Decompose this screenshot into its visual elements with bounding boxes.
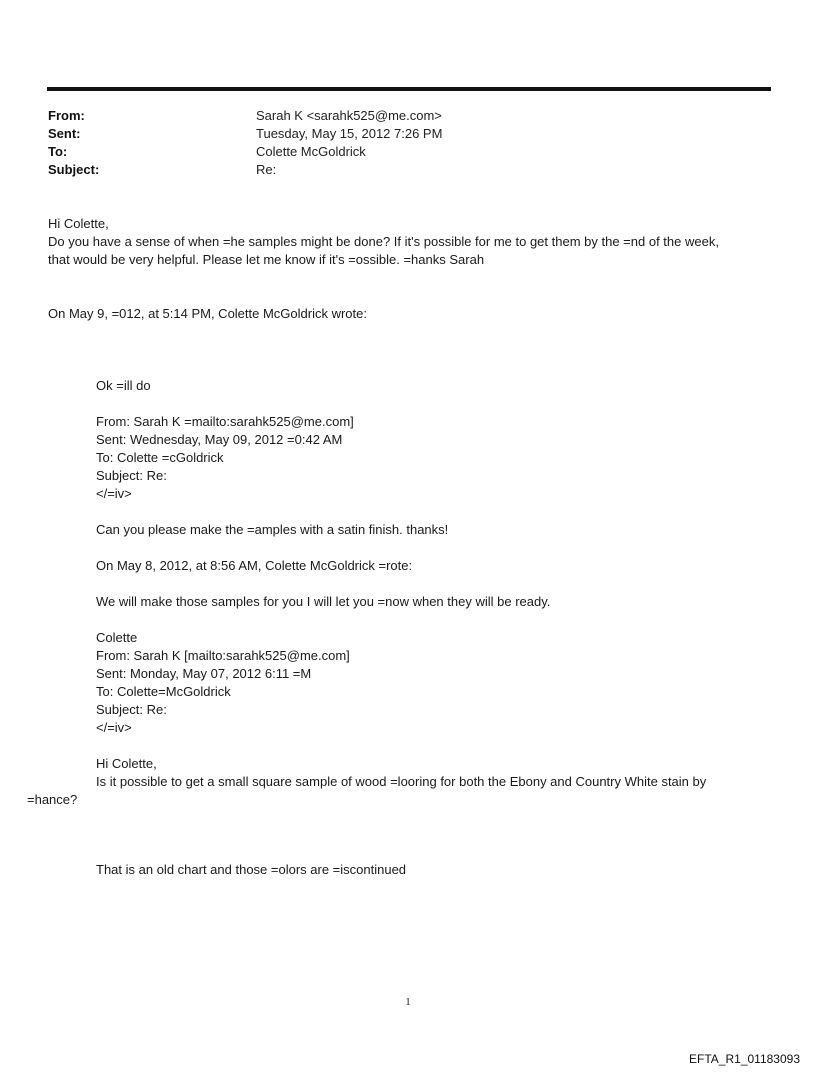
forward-subject: Subject: Re: [96, 468, 167, 483]
to-label: To: [48, 144, 68, 159]
quoted-line: We will make those samples for you I will let you =now when they will be ready. [96, 594, 551, 609]
forward-subject: Subject: Re: [96, 702, 167, 717]
sent-label: Sent: [48, 126, 81, 141]
forward-from: From: Sarah K [mailto:sarahk525@me.com] [96, 648, 350, 663]
to-value: Colette McGoldrick [256, 144, 366, 159]
from-value: Sarah K <sarahk525@me.com> [256, 108, 442, 123]
body-paragraph-line: that would be very helpful. Please let me know if it's =ossible. =hanks Sarah [48, 252, 485, 267]
sent-row [48, 125, 748, 143]
from-row [48, 107, 748, 125]
body-paragraph-line: Do you have a sense of when =he samples might be done? If it's possible for me to get them by the =nd of the week, [48, 234, 719, 249]
quoted-line: Ok =ill do [96, 378, 151, 393]
page-number: 1 [405, 996, 411, 1008]
forward-sent: Sent: Wednesday, May 09, 2012 =0:42 AM [96, 432, 343, 447]
forward-from: From: Sarah K =mailto:sarahk525@me.com] [96, 414, 354, 429]
signature: Colette [96, 630, 138, 645]
quoted-line: =hance? [27, 792, 78, 807]
forward-div-tag: </=iv> [96, 720, 132, 735]
quoted-line: That is an old chart and those =olors are =iscontinued [96, 862, 407, 877]
subject-row [48, 161, 748, 179]
forward-to: To: Colette =cGoldrick [96, 450, 224, 465]
quoted-line: Is it possible to get a small square sample of wood =looring for both the Ebony and Country White stain by [96, 774, 707, 789]
forward-to: To: Colette=McGoldrick [96, 684, 231, 699]
quoted-line: Can you please make the =amples with a satin finish. thanks! [96, 522, 449, 537]
forward-sent: Sent: Monday, May 07, 2012 6:11 =M [96, 666, 312, 681]
to-row [48, 143, 748, 161]
quote-intro: On May 9, =012, at 5:14 PM, Colette McGoldrick wrote: [48, 306, 367, 321]
sent-value: Tuesday, May 15, 2012 7:26 PM [256, 126, 443, 141]
quoted-intro: On May 8, 2012, at 8:56 AM, Colette McGoldrick =rote: [96, 558, 413, 573]
from-label: From: [48, 108, 85, 123]
forward-div-tag: </=iv> [96, 486, 132, 501]
greeting: Hi Colette, [48, 216, 109, 231]
document-id: EFTA_R1_01183093 [689, 1052, 800, 1066]
subject-label: Subject: [48, 162, 100, 177]
quoted-greeting: Hi Colette, [96, 756, 157, 771]
subject-value: Re: [256, 162, 277, 177]
header-divider [47, 87, 771, 91]
